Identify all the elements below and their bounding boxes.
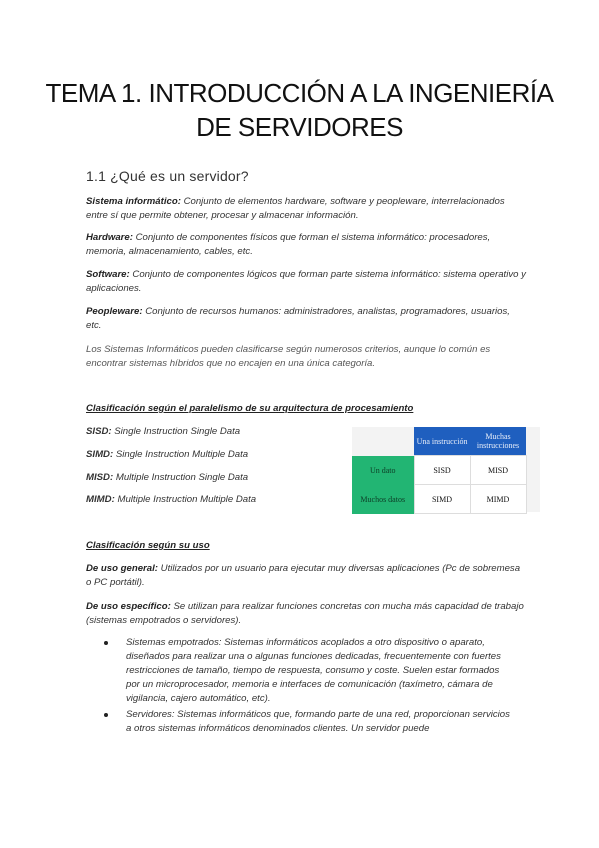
item-text: Multiple Instruction Single Data <box>113 472 249 483</box>
parallelism-item-mimd <box>86 494 256 505</box>
definition-text: Conjunto de componentes lógicos que forman parte sistema informático: sistema operativo y aplicaciones. <box>86 269 526 294</box>
parallelism-item-sisd <box>86 426 240 437</box>
table-cell: MIMD <box>470 485 526 514</box>
section-heading: 1.1 ¿Qué es un servidor? <box>86 168 249 184</box>
use-term: De uso general: <box>86 563 158 574</box>
parallelism-item-simd <box>86 449 248 460</box>
definition-hardware <box>86 231 526 259</box>
bullet-icon <box>104 641 108 645</box>
definition-peopleware <box>86 305 526 333</box>
definition-text: Conjunto de recursos humanos: administradores, analistas, programadores, usuarios, etc. <box>86 306 510 331</box>
use-type-general <box>86 562 526 590</box>
item-text: Single Instruction Single Data <box>111 426 241 437</box>
use-text: Utilizados por un usuario para ejecutar muy diversas aplicaciones (Pc de sobremesa o PC portátil). <box>86 563 521 588</box>
table-cell: MISD <box>470 456 526 485</box>
list-item <box>104 636 514 706</box>
list-item <box>104 708 514 736</box>
table-cell: SISD <box>414 456 470 485</box>
definition-term: Hardware: <box>86 232 133 243</box>
table-col-header: Muchas instrucciones <box>470 427 526 456</box>
item-term: SIMD: <box>86 449 114 460</box>
bullet-icon <box>104 713 108 717</box>
table-row <box>352 427 526 456</box>
item-text: Multiple Instruction Multiple Data <box>114 494 257 505</box>
use-term: De uso específico: <box>86 601 171 612</box>
item-term: MIMD: <box>86 494 115 505</box>
use-bullet-list <box>104 636 514 738</box>
item-text: Single Instruction Multiple Data <box>113 449 249 460</box>
table-corner <box>352 427 414 456</box>
classification-note: Los Sistemas Informáticos pueden clasificarse según numerosos criterios, aunque lo común es encontrar sistemas híbridos que no encajen en una única categoría. <box>86 344 491 369</box>
use-heading: Clasificación según su uso <box>86 540 210 551</box>
page-title: TEMA 1. INTRODUCCIÓN A LA INGENIERÍA DE SERVIDORES <box>45 78 554 142</box>
parallelism-item-misd <box>86 472 248 483</box>
table-row-header: Muchos datos <box>352 485 414 514</box>
flynn-taxonomy-table <box>352 427 527 514</box>
use-text: Se utilizan para realizar funciones concretas con mucha más capacidad de trabajo (sistemas empotrados o servidores). <box>86 601 524 626</box>
list-item-text: Sistemas empotrados: Sistemas informáticos acoplados a otro dispositivo o aparato, diseñados para realizar una o algunas funciones dedicadas, frecuentemente con fuertes restricciones de tamaño, tiempo de respuesta, consumo y coste. Suelen estar formados por un microprocesador, memoria e interfaces de comunicación (taxímetro, cámara de vigilancia, cajero automático, etc). <box>126 637 501 704</box>
parallelism-heading: Clasificación según el paralelismo de su arquitectura de procesamiento <box>86 403 414 414</box>
item-term: SISD: <box>86 426 112 437</box>
table-row-header: Un dato <box>352 456 414 485</box>
definition-software <box>86 268 526 296</box>
list-item-text: Servidores: Sistemas informáticos que, formando parte de una red, proporcionan servicios a otros sistemas informáticos denominados clientes. Un servidor puede <box>126 709 510 734</box>
definition-term: Software: <box>86 269 130 280</box>
use-type-specific <box>86 600 526 628</box>
table-col-header: Una instrucción <box>414 427 470 456</box>
definition-sistema-informatico <box>86 195 526 223</box>
table-cell: SIMD <box>414 485 470 514</box>
table-row <box>352 485 526 514</box>
definition-term: Sistema informático: <box>86 196 181 207</box>
definition-text: Conjunto de elementos hardware, software y peopleware, interrelacionados entre sí que permite obtener, procesar y almacenar información. <box>86 196 505 221</box>
definition-term: Peopleware: <box>86 306 143 317</box>
item-term: MISD: <box>86 472 114 483</box>
definition-text: Conjunto de componentes físicos que forman el sistema informático: procesadores, memoria, almacenamiento, cables, etc. <box>86 232 491 257</box>
table-row <box>352 456 526 485</box>
